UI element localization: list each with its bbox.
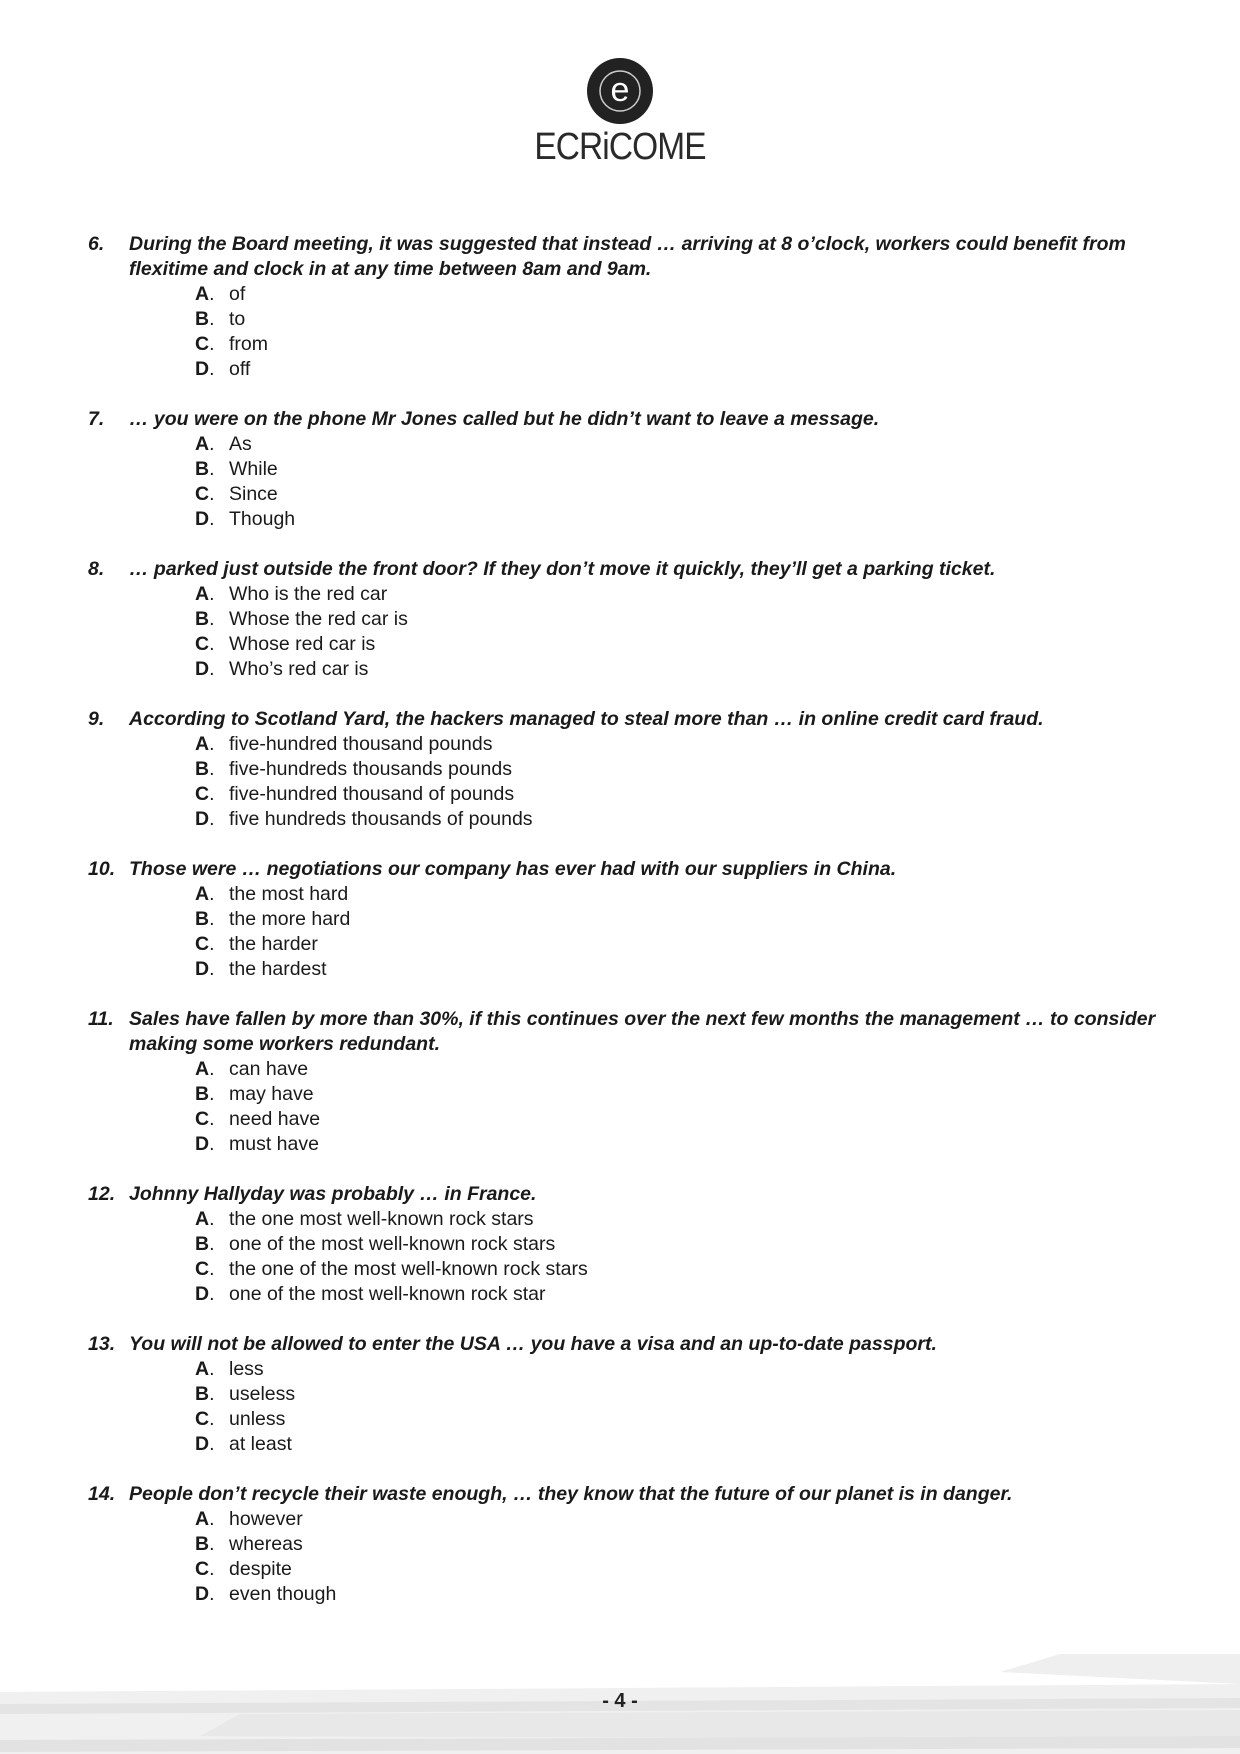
option-letter-char: B xyxy=(195,908,210,930)
question-item xyxy=(88,557,1168,682)
answer-options xyxy=(88,882,1168,982)
option-text: to xyxy=(229,308,246,330)
option-text: one of the most well-known rock stars xyxy=(229,1233,556,1255)
option-letter-char: A xyxy=(195,433,210,455)
option-text: however xyxy=(229,1508,303,1530)
question-list xyxy=(88,232,1168,1632)
answer-option xyxy=(195,782,1168,807)
option-letter-char: D xyxy=(195,1133,210,1155)
option-text: the most hard xyxy=(229,883,349,905)
option-letter: D. xyxy=(195,1283,215,1305)
option-text: whereas xyxy=(229,1533,303,1555)
answer-option xyxy=(195,607,1168,632)
answer-option xyxy=(195,1207,1168,1232)
question-text: … parked just outside the front door? If they don’t move it quickly, they’ll get a parking ticket. xyxy=(129,558,996,580)
question-number: 11. xyxy=(88,1008,114,1030)
option-text: of xyxy=(229,283,246,305)
option-letter-char: B xyxy=(195,1233,210,1255)
option-letter-char: C xyxy=(195,633,210,655)
option-text: can have xyxy=(229,1058,309,1080)
logo-e-glyph xyxy=(595,66,645,116)
answer-option xyxy=(195,632,1168,657)
option-text: Who is the red car xyxy=(229,583,388,605)
question-line xyxy=(88,232,1168,282)
question-text: Sales have fallen by more than 30%, if this continues over the next few months the management … to consider making some workers redundant. xyxy=(129,1008,1156,1055)
option-text: from xyxy=(229,333,268,355)
question-line xyxy=(88,1482,1168,1507)
page-number: - 4 - xyxy=(602,1690,638,1712)
answer-options xyxy=(88,1357,1168,1457)
logo-letter: e xyxy=(610,71,630,109)
option-letter: A. xyxy=(195,583,215,605)
option-letter: C. xyxy=(195,633,215,655)
option-text: Since xyxy=(229,483,278,505)
option-letter: D. xyxy=(195,658,215,680)
answer-options xyxy=(88,1507,1168,1607)
option-text: Though xyxy=(229,508,296,530)
option-text: the more hard xyxy=(229,908,351,930)
answer-option xyxy=(195,932,1168,957)
question-item xyxy=(88,1482,1168,1607)
option-letter-char: C xyxy=(195,483,210,505)
option-text: the one of the most well-known rock stars xyxy=(229,1258,588,1280)
option-letter: C. xyxy=(195,1408,215,1430)
answer-option xyxy=(195,657,1168,682)
option-letter-char: B xyxy=(195,1083,210,1105)
question-item xyxy=(88,232,1168,382)
option-text: off xyxy=(229,358,251,380)
answer-option xyxy=(195,807,1168,832)
option-letter-char: C xyxy=(195,1258,210,1280)
question-text: People don’t recycle their waste enough, … they know that the future of our planet is in danger. xyxy=(129,1483,1013,1505)
question-text: According to Scotland Yard, the hackers managed to steal more than … in online credit card fraud. xyxy=(129,708,1044,730)
answer-option xyxy=(195,1557,1168,1582)
question-number: 12. xyxy=(88,1183,116,1205)
option-letter-char: D xyxy=(195,1433,210,1455)
option-letter-char: A xyxy=(195,1208,210,1230)
question-text: During the Board meeting, it was suggested that instead … arriving at 8 o’clock, workers could benefit from flexitime and clock in at any time between 8am and 9am. xyxy=(129,233,1126,280)
option-letter: C. xyxy=(195,1108,215,1130)
answer-option xyxy=(195,1232,1168,1257)
option-letter-char: C xyxy=(195,333,210,355)
option-letter: C. xyxy=(195,483,215,505)
answer-option xyxy=(195,482,1168,507)
option-letter: A. xyxy=(195,1508,215,1530)
answer-option xyxy=(195,1257,1168,1282)
answer-option xyxy=(195,732,1168,757)
answer-option xyxy=(195,1132,1168,1157)
option-letter: B. xyxy=(195,1083,215,1105)
question-number: 9. xyxy=(88,708,105,730)
question-line xyxy=(88,1007,1168,1057)
option-letter: A. xyxy=(195,1208,215,1230)
option-letter-char: B xyxy=(195,758,210,780)
option-letter-char: B xyxy=(195,1533,210,1555)
question-number: 14. xyxy=(88,1483,116,1505)
answer-option xyxy=(195,1082,1168,1107)
option-letter-char: B xyxy=(195,608,210,630)
answer-option xyxy=(195,1407,1168,1432)
question-line xyxy=(88,1332,1168,1357)
answer-option xyxy=(195,507,1168,532)
question-number: 8. xyxy=(88,558,105,580)
option-letter: B. xyxy=(195,1233,215,1255)
option-letter: B. xyxy=(195,1383,215,1405)
option-letter-char: C xyxy=(195,783,210,805)
option-letter: D. xyxy=(195,1433,215,1455)
option-letter: C. xyxy=(195,1558,215,1580)
question-number: 10. xyxy=(88,858,116,880)
answer-options xyxy=(88,1207,1168,1307)
option-letter: B. xyxy=(195,908,215,930)
ecricome-wordmark: ECRiCOME xyxy=(534,126,706,168)
option-letter-char: A xyxy=(195,283,210,305)
option-letter-char: D xyxy=(195,508,210,530)
option-letter-char: A xyxy=(195,583,210,605)
question-line xyxy=(88,557,1168,582)
answer-option xyxy=(195,1382,1168,1407)
option-letter-char: B xyxy=(195,308,210,330)
question-text: Those were … negotiations our company has ever had with our suppliers in China. xyxy=(129,858,897,880)
answer-option xyxy=(195,1282,1168,1307)
option-letter: D. xyxy=(195,358,215,380)
answer-option xyxy=(195,1432,1168,1457)
question-text: … you were on the phone Mr Jones called but he didn’t want to leave a message. xyxy=(129,408,880,430)
option-text: must have xyxy=(229,1133,319,1155)
option-letter: B. xyxy=(195,608,215,630)
question-number: 13. xyxy=(88,1333,116,1355)
option-letter: B. xyxy=(195,458,215,480)
page-header xyxy=(0,58,1240,168)
option-letter-char: C xyxy=(195,1108,210,1130)
option-text: less xyxy=(229,1358,264,1380)
answer-option xyxy=(195,1357,1168,1382)
option-letter: D. xyxy=(195,808,215,830)
option-text: despite xyxy=(229,1558,292,1580)
option-letter: B. xyxy=(195,1533,215,1555)
option-letter-char: D xyxy=(195,1583,210,1605)
question-line xyxy=(88,407,1168,432)
option-letter-char: D xyxy=(195,1283,210,1305)
option-letter: C. xyxy=(195,333,215,355)
question-number: 6. xyxy=(88,233,105,255)
question-text: You will not be allowed to enter the USA … you have a visa and an up-to-date passport. xyxy=(129,1333,937,1355)
option-letter: C. xyxy=(195,783,215,805)
option-text: the one most well-known rock stars xyxy=(229,1208,534,1230)
option-text: five-hundred thousand of pounds xyxy=(229,783,515,805)
question-line xyxy=(88,1182,1168,1207)
option-letter-char: C xyxy=(195,1558,210,1580)
answer-option xyxy=(195,457,1168,482)
answer-option xyxy=(195,1107,1168,1132)
option-letter: B. xyxy=(195,758,215,780)
option-text: five-hundred thousand pounds xyxy=(229,733,493,755)
answer-option xyxy=(195,907,1168,932)
question-item xyxy=(88,1332,1168,1457)
option-letter: A. xyxy=(195,1358,215,1380)
option-letter-char: C xyxy=(195,1408,210,1430)
answer-option xyxy=(195,432,1168,457)
option-letter-char: A xyxy=(195,883,210,905)
option-text: one of the most well-known rock star xyxy=(229,1283,546,1305)
option-letter: A. xyxy=(195,283,215,305)
option-letter: D. xyxy=(195,508,215,530)
question-number: 7. xyxy=(88,408,105,430)
option-letter: B. xyxy=(195,308,215,330)
option-letter-char: A xyxy=(195,1358,210,1380)
question-item xyxy=(88,1182,1168,1307)
option-letter-char: A xyxy=(195,733,210,755)
option-letter-char: B xyxy=(195,458,210,480)
option-letter: A. xyxy=(195,1058,215,1080)
question-item xyxy=(88,407,1168,532)
answer-option xyxy=(195,882,1168,907)
answer-option xyxy=(195,957,1168,982)
option-letter: D. xyxy=(195,1583,215,1605)
question-text: Johnny Hallyday was probably … in France. xyxy=(129,1183,537,1205)
option-letter: C. xyxy=(195,1258,215,1280)
answer-option xyxy=(195,582,1168,607)
question-line xyxy=(88,857,1168,882)
option-text: five-hundreds thousands pounds xyxy=(229,758,512,780)
option-text: the hardest xyxy=(229,958,327,980)
option-letter: A. xyxy=(195,883,215,905)
option-text: may have xyxy=(229,1083,314,1105)
answer-option xyxy=(195,1532,1168,1557)
option-letter-char: D xyxy=(195,808,210,830)
option-letter-char: D xyxy=(195,658,210,680)
option-text: even though xyxy=(229,1583,337,1605)
option-letter-char: A xyxy=(195,1058,210,1080)
option-text: five hundreds thousands of pounds xyxy=(229,808,533,830)
option-text: the harder xyxy=(229,933,318,955)
option-letter-char: D xyxy=(195,358,210,380)
option-text: While xyxy=(229,458,278,480)
answer-option xyxy=(195,757,1168,782)
option-letter: C. xyxy=(195,933,215,955)
option-text: As xyxy=(229,433,252,455)
answer-option xyxy=(195,282,1168,307)
question-line xyxy=(88,707,1168,732)
option-letter-char: B xyxy=(195,1383,210,1405)
option-text: unless xyxy=(229,1408,286,1430)
option-letter-char: C xyxy=(195,933,210,955)
option-text: Whose red car is xyxy=(229,633,376,655)
ecricome-logo-icon xyxy=(587,58,653,124)
option-text: need have xyxy=(229,1108,321,1130)
answer-options xyxy=(88,1057,1168,1157)
option-text: at least xyxy=(229,1433,292,1455)
option-letter: D. xyxy=(195,1133,215,1155)
answer-option xyxy=(195,332,1168,357)
option-text: useless xyxy=(229,1383,296,1405)
option-text: Who’s red car is xyxy=(229,658,369,680)
question-item xyxy=(88,1007,1168,1157)
option-letter-char: D xyxy=(195,958,210,980)
answer-option xyxy=(195,307,1168,332)
answer-options xyxy=(88,732,1168,832)
option-letter: A. xyxy=(195,433,215,455)
answer-option xyxy=(195,1582,1168,1607)
answer-options xyxy=(88,282,1168,382)
answer-options xyxy=(88,432,1168,532)
answer-options xyxy=(88,582,1168,682)
answer-option xyxy=(195,357,1168,382)
option-letter: D. xyxy=(195,958,215,980)
option-letter: A. xyxy=(195,733,215,755)
answer-option xyxy=(195,1507,1168,1532)
option-letter-char: A xyxy=(195,1508,210,1530)
question-item xyxy=(88,707,1168,832)
option-text: Whose the red car is xyxy=(229,608,408,630)
answer-option xyxy=(195,1057,1168,1082)
question-item xyxy=(88,857,1168,982)
